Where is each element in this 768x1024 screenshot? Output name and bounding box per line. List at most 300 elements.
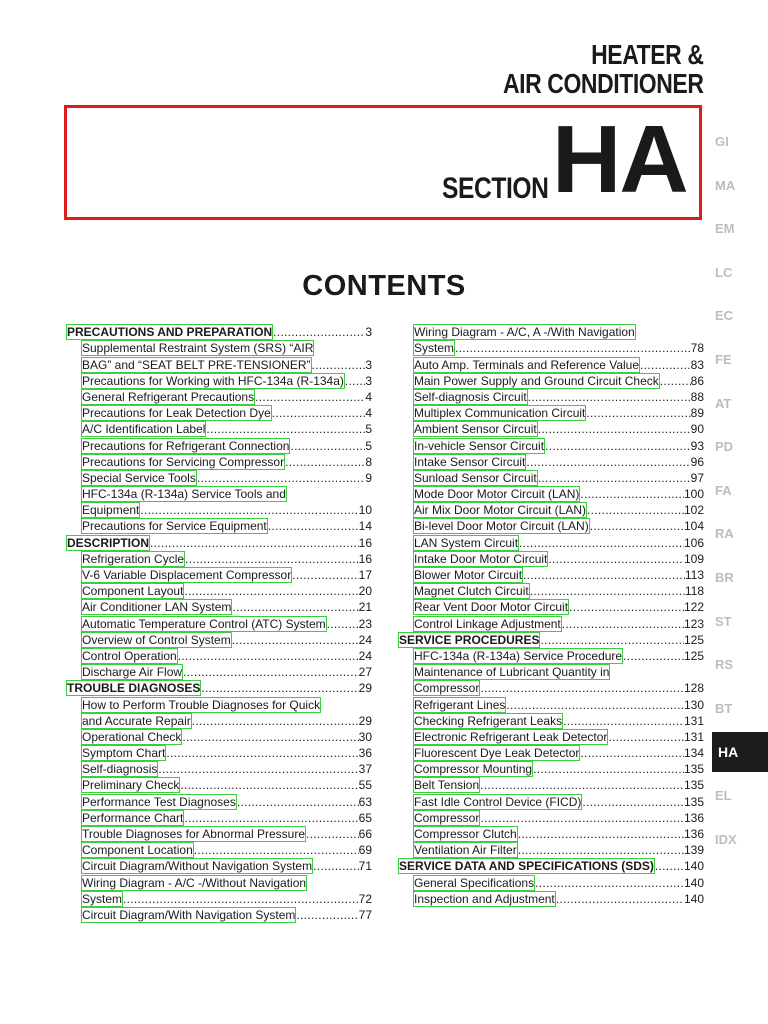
toc-entry-link[interactable]: Refrigeration Cycle (82, 551, 185, 566)
toc-entry-link[interactable]: Performance Test Diagnoses (82, 794, 236, 809)
toc-entry (398, 356, 704, 372)
toc-page-number: 130 (683, 697, 704, 712)
toc-entry-link[interactable]: Maintenance of Lubricant Quantity in (414, 665, 610, 680)
toc-entry-link[interactable]: V-6 Variable Displacement Compressor (82, 568, 292, 582)
toc-page-number: 125 (683, 648, 704, 663)
toc-entry (398, 793, 704, 809)
toc-page-number: 17 (358, 568, 372, 582)
toc-page-number: 100 (683, 487, 704, 502)
dot-leader (237, 794, 359, 810)
section-tab-fa[interactable]: FA (715, 482, 732, 498)
dot-leader (535, 875, 684, 891)
toc-entry (398, 729, 704, 745)
dot-leader (608, 729, 684, 745)
section-tab-gi[interactable]: GI (715, 134, 729, 149)
dot-leader (655, 858, 684, 874)
toc-entry (398, 745, 704, 761)
toc-page-number: 65 (358, 810, 372, 825)
dot-leader (582, 794, 684, 810)
toc-page-number: 55 (358, 778, 372, 793)
toc-entry (66, 745, 372, 761)
toc-page-number: 36 (358, 746, 372, 761)
toc-entry-link[interactable]: Precautions for Refrigerant Connection (82, 438, 290, 453)
section-tab-rs[interactable]: RS (715, 657, 734, 673)
toc-entry (66, 842, 372, 858)
dot-leader (166, 745, 358, 761)
toc-entry-link[interactable]: DESCRIPTION (67, 535, 150, 550)
toc-page-number: 135 (683, 778, 704, 793)
toc-entry-link[interactable]: Magnet Clutch Circuit (414, 584, 529, 599)
dot-leader (623, 648, 684, 664)
dot-leader (556, 891, 684, 907)
toc-entry-link[interactable]: Control Operation (82, 648, 177, 663)
toc-entry (66, 648, 372, 664)
dot-leader (480, 680, 684, 696)
toc-category-entry (66, 324, 372, 340)
toc-page-number: 96 (690, 454, 704, 469)
toc-page-number: 104 (683, 519, 704, 534)
toc-entry (398, 518, 704, 534)
toc-entry-link[interactable]: Equipment (82, 503, 140, 518)
toc-page-number: 86 (690, 373, 704, 388)
toc-category-entry (398, 858, 704, 874)
toc-entry (66, 356, 372, 372)
toc-entry (66, 858, 372, 874)
section-tab-at[interactable]: AT (715, 395, 732, 411)
section-tab-ha[interactable]: HA (712, 732, 768, 772)
toc-page-number: 14 (358, 519, 372, 534)
section-tab-bt[interactable]: BT (715, 700, 733, 716)
toc-page-number: 88 (690, 389, 704, 404)
section-word: SECTION (442, 172, 549, 205)
toc-page-number: 9 (365, 470, 372, 485)
toc-entry-link[interactable]: Air Conditioner LAN System (82, 600, 232, 615)
dot-leader (586, 405, 690, 421)
section-tab-idx[interactable]: IDX (715, 831, 737, 847)
toc-entry-link[interactable]: Electronic Refrigerant Leak Detector (414, 729, 608, 744)
toc-page-number: 135 (683, 794, 704, 809)
toc-entry (66, 793, 372, 809)
toc-page-number: 69 (358, 843, 372, 858)
toc-page-number: 8 (365, 454, 372, 469)
toc-entry (66, 891, 372, 907)
section-tab-ma[interactable]: MA (715, 177, 736, 193)
toc-entry-link[interactable]: Main Power Supply and Ground Circuit Check (414, 373, 659, 388)
toc-entry (66, 470, 372, 486)
dot-leader (273, 324, 365, 340)
toc-entry (398, 664, 704, 680)
toc-entry (66, 664, 372, 680)
dot-leader (150, 535, 359, 551)
dot-leader (480, 810, 684, 826)
dot-leader (306, 826, 359, 842)
toc-entry-link[interactable]: SERVICE PROCEDURES (399, 632, 540, 647)
toc-entry-link[interactable]: Ventilation Air Filter (414, 843, 517, 858)
toc-page-number: 3 (365, 357, 372, 372)
toc-entry-link[interactable]: BAG” and “SEAT BELT PRE-TENSIONER” (82, 357, 311, 372)
toc-left-column (66, 324, 372, 923)
dot-leader (506, 697, 684, 713)
toc-entry (398, 534, 704, 550)
toc-entry-link[interactable]: General Specifications (414, 875, 535, 890)
toc-entry-link[interactable]: Sunload Sensor Circuit (414, 470, 537, 485)
section-tab-el[interactable]: EL (715, 788, 732, 803)
dot-leader (518, 826, 684, 842)
toc-entry (66, 583, 372, 599)
toc-entry-link[interactable]: Circuit Diagram/Without Navigation System (82, 859, 313, 874)
toc-entry-link[interactable]: Performance Chart (82, 810, 184, 825)
toc-page-number: 24 (358, 632, 372, 647)
dot-leader (313, 858, 359, 874)
toc-entry-link[interactable]: Precautions for Leak Detection Dye (82, 406, 271, 421)
toc-page-number: 27 (358, 665, 372, 680)
toc-entry-link[interactable]: Supplemental Restraint System (SRS) “AIR (82, 341, 314, 356)
toc-page-number: 24 (358, 648, 372, 663)
toc-entry (398, 454, 704, 470)
dot-leader (660, 373, 691, 389)
dot-leader (569, 599, 684, 615)
toc-page-number: 5 (365, 422, 372, 437)
toc-page-number: 83 (690, 357, 704, 372)
toc-entry-link[interactable]: Component Layout (82, 584, 184, 599)
dot-leader (312, 357, 366, 373)
toc-page-number: 5 (365, 438, 372, 453)
dot-leader (232, 632, 359, 648)
dot-leader (530, 583, 685, 599)
dot-leader (538, 470, 691, 486)
toc-entry-link[interactable]: HFC-134a (R-134a) Service Procedure (414, 648, 623, 663)
dot-leader (540, 632, 683, 648)
toc-entry-link[interactable]: Intake Sensor Circuit (414, 454, 526, 469)
dot-leader (123, 891, 359, 907)
toc-entry (398, 567, 704, 583)
toc-entry (398, 874, 704, 890)
toc-entry-link[interactable]: Ambient Sensor Circuit (414, 422, 537, 437)
toc-entry (66, 518, 372, 534)
toc-page-number: 118 (684, 584, 704, 599)
toc-entry-link[interactable]: General Refrigerant Precautions (82, 389, 255, 404)
toc-entry (66, 907, 372, 923)
toc-entry-link[interactable]: HFC-134a (R-134a) Service Tools and (82, 487, 286, 502)
toc-page-number: 97 (690, 470, 704, 485)
toc-entry-link[interactable]: Fast Idle Control Device (FICD) (414, 794, 582, 809)
toc-entry (66, 551, 372, 567)
dot-leader (580, 486, 684, 502)
dot-leader (197, 470, 365, 486)
toc-page-number: 140 (683, 859, 704, 874)
toc-entry (398, 324, 704, 340)
toc-page-number: 72 (358, 891, 372, 906)
toc-entry-link[interactable]: SERVICE DATA AND SPECIFICATIONS (SDS) (399, 859, 654, 874)
toc-entry-link[interactable]: PRECAUTIONS AND PREPARATION (67, 325, 273, 340)
toc-page-number: 140 (683, 875, 704, 890)
toc-page-number: 131 (683, 713, 704, 728)
toc-page-number: 29 (358, 713, 372, 728)
dot-leader (268, 518, 359, 534)
toc-entry (66, 486, 372, 502)
toc-page-number: 90 (690, 422, 704, 437)
toc-entry-link[interactable]: TROUBLE DIAGNOSES (67, 681, 201, 696)
toc-entry-link[interactable]: Precautions for Service Equipment (82, 519, 267, 534)
dot-leader (533, 761, 684, 777)
toc-entry (398, 437, 704, 453)
toc-entry (66, 615, 372, 631)
toc-entry-link[interactable]: Symptom Chart (82, 746, 166, 761)
dot-leader (185, 551, 359, 567)
toc-entry-link[interactable]: Compressor (414, 810, 480, 825)
dot-leader (480, 777, 684, 793)
dot-leader (345, 373, 365, 389)
dot-leader (327, 616, 359, 632)
toc-page-number: 128 (683, 681, 704, 696)
toc-page-number: 122 (683, 600, 704, 615)
toc-entry (66, 421, 372, 437)
toc-page-number: 29 (358, 681, 372, 696)
toc-entry-link[interactable]: Operational Check (82, 729, 182, 744)
toc-entry (398, 810, 704, 826)
toc-entry (66, 632, 372, 648)
toc-page-number: 20 (358, 584, 372, 599)
toc-page-number: 21 (358, 600, 372, 615)
toc-right-column (398, 324, 704, 907)
toc-page-number: 16 (358, 535, 372, 550)
toc-entry (398, 713, 704, 729)
toc-entry (398, 502, 704, 518)
dot-leader (292, 567, 358, 583)
toc-entry-link[interactable]: Automatic Temperature Control (ATC) System (82, 616, 326, 631)
toc-entry-link[interactable]: Intake Door Motor Circuit (414, 551, 548, 566)
toc-page-number: 93 (690, 438, 704, 453)
toc-entry-link[interactable]: Self-diagnosis Circuit (414, 389, 527, 404)
toc-entry (398, 615, 704, 631)
toc-page-number: 102 (683, 503, 704, 518)
toc-entry-link[interactable]: Preliminary Check (82, 778, 180, 793)
dot-leader (548, 551, 684, 567)
toc-entry (398, 486, 704, 502)
toc-entry-link[interactable]: Bi-level Door Motor Circuit (LAN) (414, 519, 589, 534)
toc-entry (398, 551, 704, 567)
dot-leader (184, 810, 358, 826)
toc-entry (398, 373, 704, 389)
dot-leader (285, 454, 365, 470)
toc-entry (398, 599, 704, 615)
dot-leader (538, 421, 691, 437)
toc-page-number: 131 (683, 729, 704, 744)
dot-leader (184, 583, 358, 599)
toc-entry (66, 567, 372, 583)
toc-page-number: 77 (358, 907, 372, 922)
dot-leader (640, 357, 691, 373)
toc-entry-link[interactable]: Component Location (82, 843, 193, 858)
dot-leader (232, 599, 358, 615)
toc-entry-link[interactable]: Air Mix Door Motor Circuit (LAN) (414, 503, 587, 518)
dot-leader (206, 421, 365, 437)
toc-entry (66, 389, 372, 405)
toc-entry (398, 389, 704, 405)
toc-page-number: 135 (683, 762, 704, 777)
toc-entry-link[interactable]: Compressor (414, 681, 480, 696)
toc-entry-link[interactable]: Blower Motor Circuit (414, 568, 523, 582)
toc-entry-link[interactable]: Rear Vent Door Motor Circuit (414, 600, 569, 615)
manual-title-line1: HEATER & (590, 39, 703, 70)
toc-entry (398, 405, 704, 421)
dot-leader (526, 454, 690, 470)
toc-page-number: 78 (690, 341, 704, 356)
dot-leader (518, 842, 684, 858)
dot-leader (523, 567, 685, 583)
toc-page-number: 109 (683, 551, 704, 566)
toc-entry-link[interactable]: In-vehicle Sensor Circuit (414, 438, 545, 453)
dot-leader (562, 616, 684, 632)
section-tab-pd[interactable]: PD (715, 439, 734, 455)
toc-entry (66, 729, 372, 745)
dot-leader (519, 535, 684, 551)
toc-entry-link[interactable]: Discharge Air Flow (82, 665, 183, 680)
toc-page-number: 23 (358, 616, 372, 631)
dot-leader (178, 648, 359, 664)
toc-entry (398, 761, 704, 777)
toc-page-number: 16 (358, 551, 372, 566)
toc-entry (66, 454, 372, 470)
toc-entry-link[interactable]: Self-diagnosis (82, 762, 158, 777)
toc-entry (398, 891, 704, 907)
toc-category-entry (66, 680, 372, 696)
toc-category-entry (66, 534, 372, 550)
toc-entry (66, 696, 372, 712)
toc-entry (398, 777, 704, 793)
toc-entry-link[interactable]: Checking Refrigerant Leaks (414, 713, 563, 728)
toc-entry-link[interactable]: How to Perform Trouble Diagnoses for Quick (82, 697, 321, 712)
toc-entry-link[interactable]: Inspection and Adjustment (414, 891, 555, 906)
section-tab-ra[interactable]: RA (715, 526, 734, 542)
toc-entry (398, 826, 704, 842)
dot-leader (201, 680, 358, 696)
section-tab-ec[interactable]: EC (715, 308, 734, 324)
dot-leader (455, 340, 691, 356)
toc-page-number: 106 (683, 535, 704, 550)
toc-entry-link[interactable]: Auto Amp. Terminals and Reference Value (414, 357, 640, 372)
toc-entry-link[interactable]: Compressor Clutch (414, 827, 517, 841)
toc-page-number: 123 (683, 616, 704, 631)
toc-entry (398, 340, 704, 356)
manual-title-line2: AIR CONDITIONER (502, 68, 703, 99)
dot-leader (590, 518, 684, 534)
section-tab-em[interactable]: EM (715, 221, 735, 237)
dot-leader (296, 907, 358, 923)
toc-entry (66, 502, 372, 518)
toc-page-number: 125 (683, 632, 704, 647)
toc-entry (66, 340, 372, 356)
dot-leader (158, 761, 358, 777)
section-tab-lc[interactable]: LC (715, 264, 733, 280)
dot-leader (587, 502, 684, 518)
toc-page-number: 136 (683, 827, 704, 841)
dot-leader (290, 438, 365, 454)
toc-entry (66, 826, 372, 842)
toc-entry-link[interactable]: and Accurate Repair (82, 713, 191, 728)
toc-page-number: 139 (683, 843, 704, 858)
toc-entry-link[interactable]: Precautions for Servicing Compressor (82, 454, 285, 469)
toc-entry-link[interactable]: Overview of Control System (82, 632, 231, 647)
toc-entry-link[interactable]: System (82, 891, 123, 906)
toc-entry-link[interactable]: Special Service Tools (82, 470, 196, 485)
toc-page-number: 66 (358, 827, 372, 841)
toc-entry-link[interactable]: Trouble Diagnoses for Abnormal Pressure (82, 827, 305, 841)
toc-entry-link[interactable]: Multiplex Communication Circuit (414, 406, 586, 421)
toc-entry (66, 373, 372, 389)
dot-leader (255, 389, 365, 405)
toc-page-number: 4 (365, 389, 372, 404)
manual-title (503, 40, 703, 98)
toc-page-number: 3 (365, 325, 372, 340)
toc-page-number: 63 (358, 794, 372, 809)
toc-entry (66, 761, 372, 777)
toc-page-number: 4 (365, 406, 372, 421)
toc-entry-link[interactable]: Wiring Diagram - A/C, A -/With Navigation (414, 325, 635, 340)
toc-entry-link[interactable]: Precautions for Working with HFC-134a (R-134a) (82, 373, 344, 388)
toc-entry (398, 842, 704, 858)
toc-entry (398, 648, 704, 664)
dot-leader (528, 389, 691, 405)
dot-leader (192, 713, 359, 729)
dot-leader (183, 664, 359, 680)
toc-entry (398, 421, 704, 437)
section-tab-st[interactable]: ST (715, 613, 732, 629)
dot-leader (272, 405, 366, 421)
toc-page-number: 10 (358, 503, 372, 518)
toc-entry (398, 583, 704, 599)
toc-page-number: 134 (683, 746, 704, 761)
section-tab-br[interactable]: BR (715, 570, 734, 585)
toc-entry-link[interactable]: Belt Tension (414, 778, 480, 793)
toc-page-number: 136 (683, 810, 704, 825)
toc-page-number: 3 (365, 373, 372, 388)
toc-entry-link[interactable]: A/C Identification Label (82, 422, 206, 437)
dot-leader (580, 745, 684, 761)
toc-entry-link[interactable]: LAN System Circuit (414, 535, 519, 550)
toc-entry-link[interactable]: System (414, 341, 455, 356)
section-code: HA (552, 106, 687, 213)
toc-entry (66, 810, 372, 826)
toc-entry (398, 696, 704, 712)
dot-leader (180, 777, 358, 793)
toc-entry (66, 777, 372, 793)
toc-entry (66, 437, 372, 453)
toc-entry-link[interactable]: Wiring Diagram - A/C -/Without Navigation (82, 875, 307, 890)
toc-page-number: 30 (358, 729, 372, 744)
toc-entry-link[interactable]: Fluorescent Dye Leak Detector (414, 746, 580, 761)
dot-leader (545, 438, 691, 454)
dot-leader (140, 502, 358, 518)
toc-entry-link[interactable]: Refrigerant Lines (414, 697, 506, 712)
toc-entry-link[interactable]: Mode Door Motor Circuit (LAN) (414, 487, 580, 502)
toc-category-entry (398, 632, 704, 648)
dot-leader (563, 713, 684, 729)
toc-entry-link[interactable]: Circuit Diagram/With Navigation System (82, 907, 296, 922)
toc-page-number: 71 (358, 859, 372, 874)
toc-entry (66, 599, 372, 615)
toc-page-number: 140 (683, 891, 704, 906)
toc-page-number: 37 (358, 762, 372, 777)
toc-entry (66, 874, 372, 890)
toc-entry-link[interactable]: Control Linkage Adjustment (414, 616, 561, 631)
toc-entry (398, 680, 704, 696)
section-tab-fe[interactable]: FE (715, 352, 732, 367)
toc-entry-link[interactable]: Compressor Mounting (414, 762, 533, 777)
toc-page-number: 89 (690, 406, 704, 421)
toc-entry (66, 405, 372, 421)
toc-entry (398, 470, 704, 486)
